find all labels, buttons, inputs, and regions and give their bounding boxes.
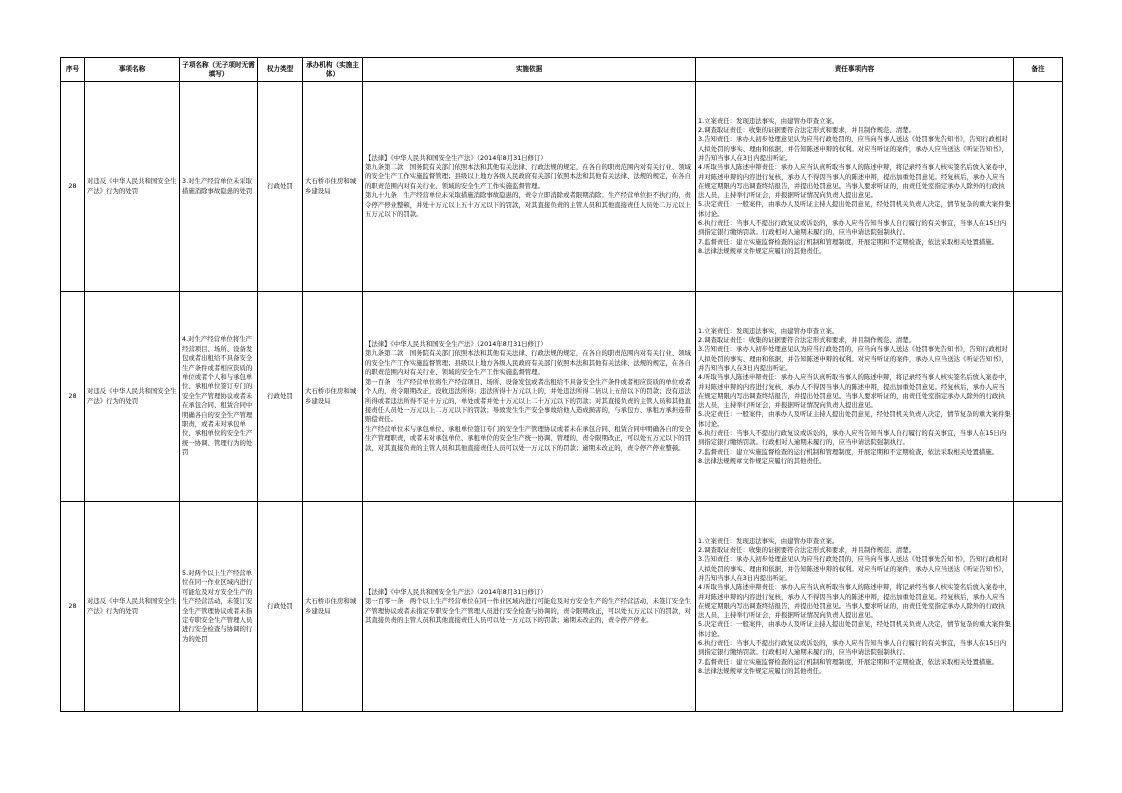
- cell-agency: 大石桥市住房和城乡建设局: [303, 82, 363, 292]
- cell-seq: 28: [61, 82, 85, 292]
- cell-basis: [363, 82, 696, 292]
- duty-line: 5.决定责任：一般案件，由承办人及听证主持人提出处罚意见，经处罚机关负责人决定，情节复杂的重大案件集体讨论。: [698, 410, 1011, 428]
- cell-item-name: 对违反《中华人民共和国安全生产法》行为的处罚: [85, 292, 180, 502]
- duty-line: 2.调查取证责任：收集的证据要符合法定形式和要求，并且制作规范、清楚。: [698, 126, 915, 135]
- cell-remarks: [1014, 502, 1063, 712]
- header-item-name: 事项名称: [85, 58, 180, 82]
- cell-seq: 28: [61, 292, 85, 502]
- cell-agency: 大石桥市住房和城乡建设局: [303, 292, 363, 502]
- duty-line: 1.立案责任：发现违法事实，由建管办审查立案。: [698, 116, 839, 125]
- cell-sub-item: 3.对生产经营单位未采取措施消除事故隐患的处罚: [180, 82, 258, 292]
- duty-line: 3.告知责任：承办人初步处理意见认为应当行政处罚的，应当向当事人送达《处罚事先告知书》，告知行政相对人拟处罚的事实、理由和依据，并告知陈述申辩的权利。对应当听证的案件，承办人应当送达《听证告知书》，并告知当事人在3日内提出听证。: [698, 555, 1008, 582]
- duty-line: 7.监督责任：建立实施监督检查的运行机制和管理制度，开展定期和不定期检查，依法采取相关处置措施。: [698, 447, 999, 456]
- cell-power-type: 行政处罚: [258, 502, 303, 712]
- duty-line: 8.法律法规规章文件规定应履行的其他责任。: [698, 456, 826, 465]
- cell-seq: 28: [61, 502, 85, 712]
- duty-line: 5.决定责任：一般案件，由承办人及听证主持人提出处罚意见，经处罚机关负责人决定，情节复杂的重大案件集体讨论。: [698, 200, 1011, 218]
- cell-duty: [696, 292, 1014, 502]
- duty-line: 7.监督责任：建立实施监督检查的运行机制和管理制度，开展定期和不定期检查，依法采取相关处置措施。: [698, 657, 999, 666]
- cell-remarks: [1014, 82, 1063, 292]
- basis-paragraph: 【法律】《中华人民共和国安全生产法》（2014年8月31日修订）: [365, 587, 547, 596]
- table-row: [61, 82, 1063, 292]
- basis-paragraph: 第一百条 生产经营单位将生产经营项目、场所、设备发包或者出租给不具备安全生产条件或者相应资质的单位或者个人的，责令限期改正，没收违法所得；违法所得十万元以上的，并处违法所得二倍以上五倍以下的罚款；没有违法所得或者违法所得不足十万元的，单处或者并处十万元以上二十万元以下的罚款；对其直接负责的主管人员和其他直接责任人员处一万元以上二万元以下的罚款；导致发生生产安全事故给他人造成损害的，与承包方、承租方承担连带赔偿责任。: [365, 377, 691, 424]
- power-list-table: [60, 57, 1063, 712]
- duty-line: 2.调查取证责任：收集的证据要符合法定形式和要求，并且制作规范、清楚。: [698, 546, 915, 555]
- duty-line: 7.监督责任：建立实施监督检查的运行机制和管理制度，开展定期和不定期检查，依法采取相关处置措施。: [698, 237, 999, 246]
- basis-paragraph: 第九十九条 生产经营单位未采取措施消除事故隐患的，责令立即消除或者限期消除；生产经营单位拒不执行的，责令停产停业整顿，并处十万元以上五十万元以下的罚款，对其直接负责的主管人员和其他直接责任人员处二万元以上五万元以下的罚款。: [365, 191, 691, 219]
- basis-paragraph: 生产经营单位未与承包单位、承租单位签订专门的安全生产管理协议或者未在承包合同、租赁合同中明确各自的安全生产管理职责，或者未对承包单位、承租单位的安全生产统一协调、管理的，责令限期改正，可以处五万元以下的罚款，对其直接负责的主管人员和其他直接责任人员可以处一万元以下的罚款；逾期未改正的，责令停产停业整顿。: [365, 424, 691, 452]
- header-sub-item: 子项名称（无子项时无需填写）: [180, 58, 258, 82]
- duty-line: 2.调查取证责任：收集的证据要符合法定形式和要求，并且制作规范、清楚。: [698, 336, 915, 345]
- cell-item-name: 对违反《中华人民共和国安全生产法》行为的处罚: [85, 82, 180, 292]
- duty-line: 4.听取当事人陈述申辩责任：承办人应当认真听取当事人的陈述申辩，将记录经当事人核实签名后放入案卷中，并对陈述申辩的内容进行复核，承办人不得因当事人的陈述申辩，提出加重处罚意见。经复核后，承办人应当在规定期限内写出调查终结报告，并提出处罚意见。当事人要求听证的，由责任处室指定承办人除外的行政执法人员，主持举行听证会，并报据听证情况向负责人提出意见。: [698, 163, 1011, 200]
- table-row: [61, 292, 1063, 502]
- cell-sub-item: 4.对生产经营单位将生产经营项目、场所、设备发包或者出租给不具备安全生产条件或者相应资质的单位或者个人和与承包单位、承租单位签订专门的安全生产管理协议或者未在承包合同、租赁合同中明确各自的安全生产管理职责，或者未对承包单位、承租单位的安全生产统一协调、管理行为的处罚: [180, 292, 258, 502]
- header-remarks: 备注: [1014, 58, 1063, 82]
- cell-power-type: 行政处罚: [258, 292, 303, 502]
- basis-paragraph: 【法律】《中华人民共和国安全生产法》（2014年8月31日修订）: [365, 153, 547, 162]
- duty-line: 1.立案责任：发现违法事实，由建管办审查立案。: [698, 326, 839, 335]
- duty-line: 6.执行责任：当事人不提出行政复议或诉讼的，承办人应当告知当事人自行履行的有关事宜，当事人在15日内到指定银行缴纳罚款。行政相对人逾期未履行的，应当申请法院强制执行。: [698, 219, 1007, 237]
- cell-power-type: 行政处罚: [258, 82, 303, 292]
- basis-paragraph: 【法律】《中华人民共和国安全生产法》（2014年8月31日修订）: [365, 340, 547, 349]
- duty-line: 6.执行责任：当事人不提出行政复议或诉讼的，承办人应当告知当事人自行履行的有关事宜，当事人在15日内到指定银行缴纳罚款。行政相对人逾期未履行的，应当申请法院强制执行。: [698, 639, 1007, 657]
- table-row: [61, 502, 1063, 712]
- cell-remarks: [1014, 292, 1063, 502]
- duty-line: 3.告知责任：承办人初步处理意见认为应当行政处罚的，应当向当事人送达《处罚事先告知书》，告知行政相对人拟处罚的事实、理由和依据，并告知陈述申辩的权利。对应当听证的案件，承办人应当送达《听证告知书》，并告知当事人在3日内提出听证。: [698, 345, 1008, 372]
- duty-line: 8.法律法规规章文件规定应履行的其他责任。: [698, 666, 826, 675]
- cell-basis: [363, 502, 696, 712]
- cell-sub-item: 5.对两个以上生产经营单位在同一作业区域内进行可能危及对方安全生产的生产经营活动，未签订安全生产管理协议或者未指定专职安全生产管理人员进行安全检查与协调的行为的处罚: [180, 502, 258, 712]
- duty-line: 8.法律法规规章文件规定应履行的其他责任。: [698, 246, 826, 255]
- duty-line: 1.立案责任：发现违法事实，由建管办审查立案。: [698, 536, 839, 545]
- cell-item-name: 对违反《中华人民共和国安全生产法》行为的处罚: [85, 502, 180, 712]
- duty-line: 4.听取当事人陈述申辩责任：承办人应当认真听取当事人的陈述申辩，将记录经当事人核实签名后放入案卷中，并对陈述申辩的内容进行复核，承办人不得因当事人的陈述申辩，提出加重处罚意见。经复核后，承办人应当在规定期限内写出调查终结报告，并提出处罚意见。当事人要求听证的，由责任处室指定承办人除外的行政执法人员，主持举行听证会，并报据听证情况向负责人提出意见。: [698, 583, 1011, 620]
- basis-paragraph: 第九条第二款 国务院有关部门依照本法和其他有关法律、行政法规的规定，在各自的职责范围内对有关行业、领域的安全生产工作实施监督管理；县级以上地方各级人民政府有关部门依照本法和其他有关法律、法规的规定，在各自的职责范围内对有关行业、领域的安全生产工作实施监督管理。: [365, 349, 691, 377]
- header-agency: 承办机构（实施主体）: [303, 58, 363, 82]
- header-power-type: 权力类型: [258, 58, 303, 82]
- header-row: [61, 58, 1063, 82]
- duty-line: 5.决定责任：一般案件，由承办人及听证主持人提出处罚意见，经处罚机关负责人决定，情节复杂的重大案件集体讨论。: [698, 620, 1011, 638]
- header-seq: 序号: [61, 58, 85, 82]
- cell-agency: 大石桥市住房和城乡建设局: [303, 502, 363, 712]
- cell-duty: [696, 502, 1014, 712]
- cell-duty: [696, 82, 1014, 292]
- duty-line: 6.执行责任：当事人不提出行政复议或诉讼的，承办人应当告知当事人自行履行的有关事宜，当事人在15日内到指定银行缴纳罚款。行政相对人逾期未履行的，应当申请法院强制执行。: [698, 429, 1007, 447]
- header-basis: 实施依据: [363, 58, 696, 82]
- duty-line: 3.告知责任：承办人初步处理意见认为应当行政处罚的，应当向当事人送达《处罚事先告知书》，告知行政相对人拟处罚的事实、理由和依据，并告知陈述申辩的权利。对应当听证的案件，承办人应当送达《听证告知书》，并告知当事人在3日内提出听证。: [698, 135, 1008, 162]
- header-duty: 责任事项内容: [696, 58, 1014, 82]
- basis-paragraph: 第一百零一条 两个以上生产经营单位在同一作业区域内进行可能危及对方安全生产的生产经营活动，未签订安全生产管理协议或者未指定专职安全生产管理人员进行安全检查与协调的，责令限期改正，可以处五万元以下的罚款，对其直接负责的主管人员和其他直接责任人员可以处一万元以下的罚款；逾期未改正的，责令停产停业。: [365, 597, 691, 624]
- duty-line: 4.听取当事人陈述申辩责任：承办人应当认真听取当事人的陈述申辩，将记录经当事人核实签名后放入案卷中，并对陈述申辩的内容进行复核，承办人不得因当事人的陈述申辩，提出加重处罚意见。经复核后，承办人应当在规定期限内写出调查终结报告，并提出处罚意见。当事人要求听证的，由责任处室指定承办人除外的行政执法人员，主持举行听证会，并报据听证情况向负责人提出意见。: [698, 373, 1011, 410]
- cell-basis: [363, 292, 696, 502]
- basis-paragraph: 第九条第二款 国务院有关部门依照本法和其他有关法律、行政法规的规定，在各自的职责范围内对有关行业、领域的安全生产工作实施监督管理；县级以上地方各级人民政府有关部门依照本法和其他有关法律、法规的规定，在各自的职责范围内对有关行业、领域的安全生产工作实施监督管理。: [365, 162, 691, 190]
